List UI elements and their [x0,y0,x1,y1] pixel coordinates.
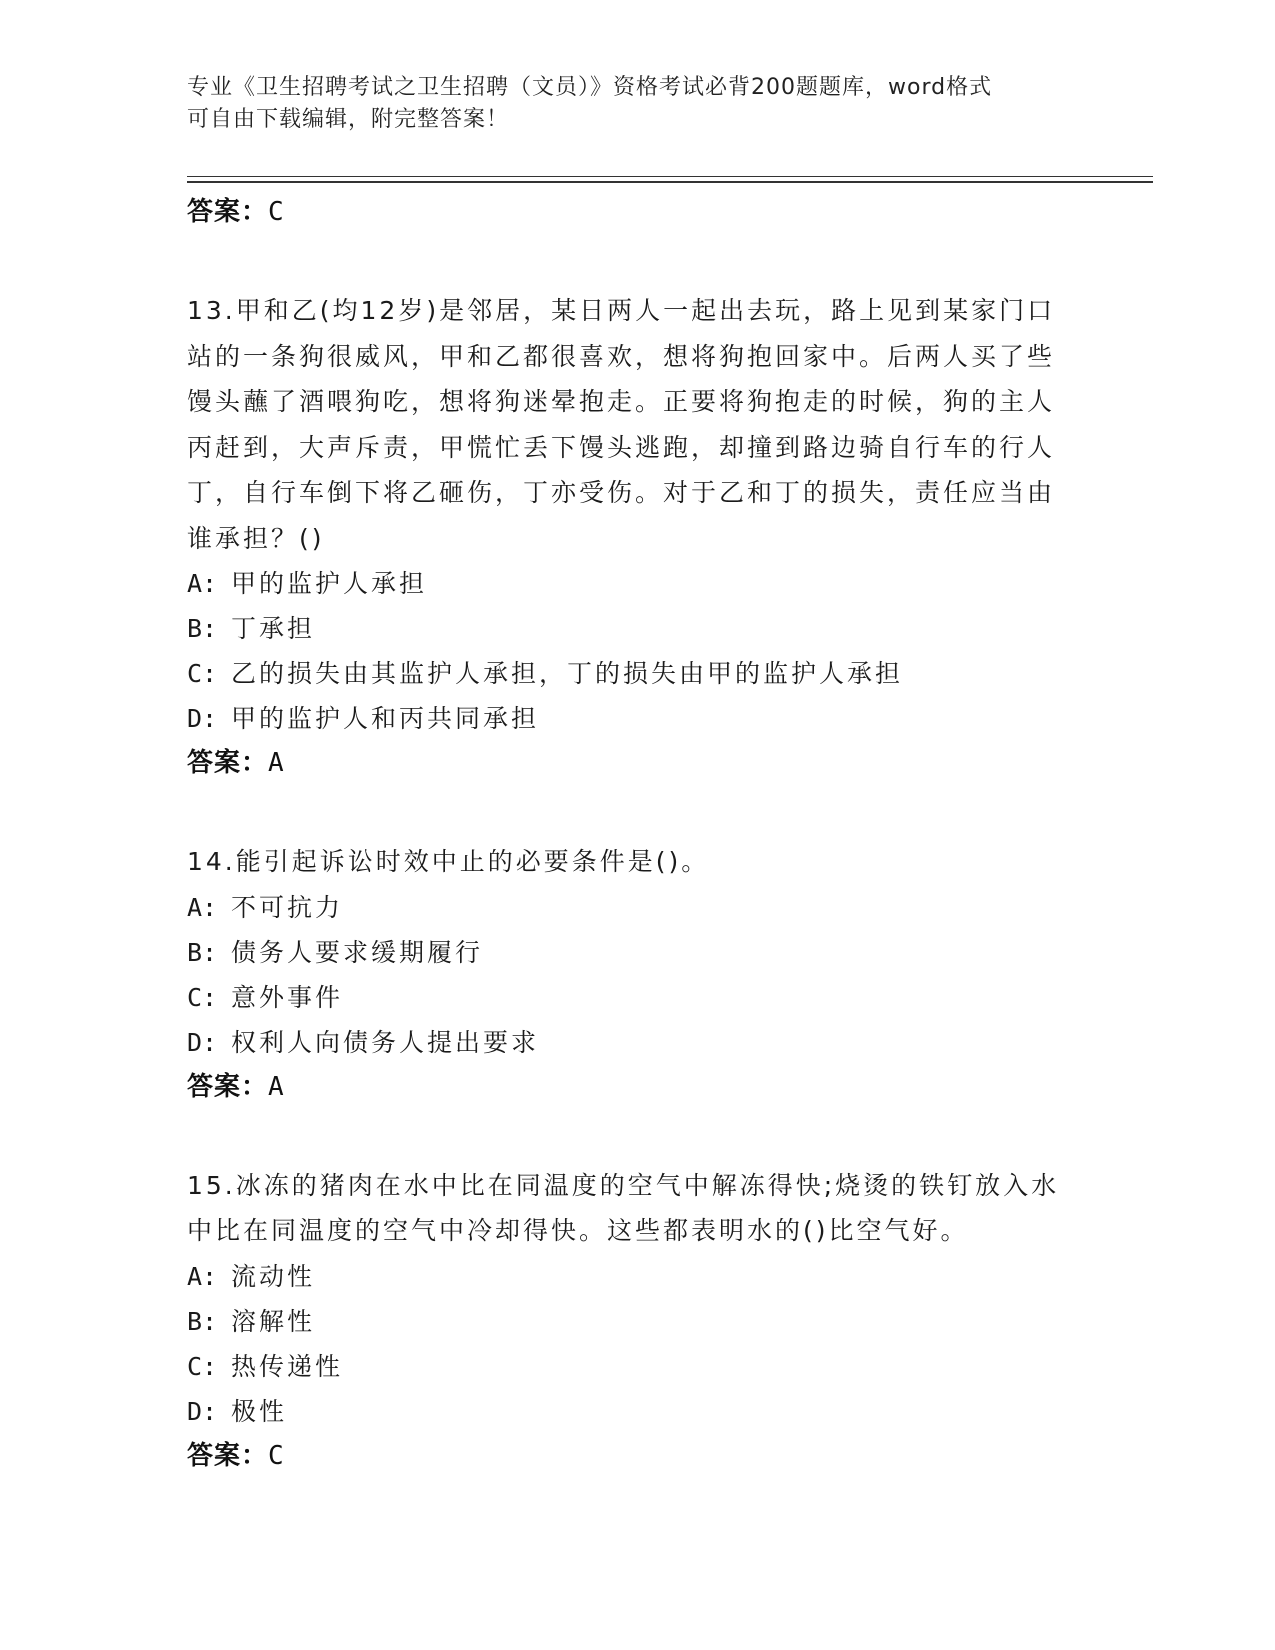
answer-label: 答案： [187,197,269,227]
page-header [187,72,1067,136]
option-b [187,930,1067,975]
option-letter: D: [187,704,218,733]
answer-label: 答案： [187,1071,269,1102]
option-a [187,885,1067,930]
option-letter: B: [187,614,218,643]
question-14 [187,839,1067,1109]
option-b [187,606,1067,651]
option-c [187,1344,1067,1389]
answer-line-previous [187,190,1067,234]
option-letter: C: [187,982,218,1012]
option-b [187,1299,1067,1344]
answer-value: C [268,197,285,227]
header-divider-thin [187,176,1153,177]
option-text: 甲的监护人承担 [231,569,428,598]
header-divider-thick [187,181,1153,183]
option-letter: C: [187,1351,218,1381]
header-title-line-2: 可自由下载编辑，附完整答案！ [187,107,510,132]
answer-value: C [268,1440,285,1471]
answer-value: A [268,748,285,778]
option-text: 甲的监护人和丙共同承担 [231,704,540,733]
answer-line [187,1065,1067,1109]
option-letter: A: [187,892,218,922]
question-stem: 13.甲和乙(均12岁)是邻居，某日两人一起出去玩，路上见到某家门口站的一条狗很威风，甲和乙都很喜欢，想将狗抱回家中。后两人买了些馒头蘸了酒喂狗吃，想将狗迷晕抱走。正要将狗抱走的时候，狗的主人丙赶到，大声斥责，甲慌忙丢下馒头逃跑，却撞到路边骑自行车的行人丁，自行车倒下将乙砸伤，丁亦受伤。对于乙和丁的损失，责任应当由谁承担？() [187,296,1056,553]
option-text: 溶解性 [231,1306,316,1336]
option-letter: C: [187,659,218,688]
option-text: 乙的损失由其监护人承担，丁的损失由甲的监护人承担 [231,659,904,688]
option-letter: A: [187,1261,218,1291]
option-letter: B: [187,937,218,967]
question-15 [187,1163,1067,1478]
option-text: 债务人要求缓期履行 [231,937,484,967]
header-title-line-1: 专业《卫生招聘考试之卫生招聘（文员）》资格考试必背200题题库，word格式 [187,75,993,100]
option-d [187,1389,1067,1434]
option-text: 不可抗力 [231,892,344,922]
option-c [187,975,1067,1020]
option-text: 热传递性 [231,1351,344,1381]
option-d [187,1020,1067,1065]
option-letter: A: [187,569,218,598]
option-a [187,561,1067,606]
option-letter: D: [187,1396,218,1426]
answer-label: 答案： [187,1440,269,1471]
option-text: 极性 [231,1396,288,1426]
option-letter: B: [187,1306,218,1336]
option-letter: D: [187,1027,218,1057]
answer-label: 答案： [187,748,269,778]
question-list [187,190,1067,1478]
option-text: 意外事件 [231,982,344,1012]
option-d [187,696,1067,741]
option-a [187,1254,1067,1299]
answer-line [187,741,1067,785]
option-text: 丁承担 [231,614,316,643]
option-text: 权利人向债务人提出要求 [231,1027,540,1057]
question-13 [187,288,1067,785]
question-stem: 14.能引起诉讼时效中止的必要条件是()。 [187,847,710,876]
question-stem: 15.冰冻的猪肉在水中比在同温度的空气中解冻得快;烧烫的铁钉放入水中比在同温度的空气中冷却得快。这些都表明水的()比空气好。 [187,1170,1060,1245]
option-c [187,651,1067,696]
answer-value: A [268,1071,285,1102]
option-text: 流动性 [231,1261,316,1291]
answer-line [187,1434,1067,1478]
